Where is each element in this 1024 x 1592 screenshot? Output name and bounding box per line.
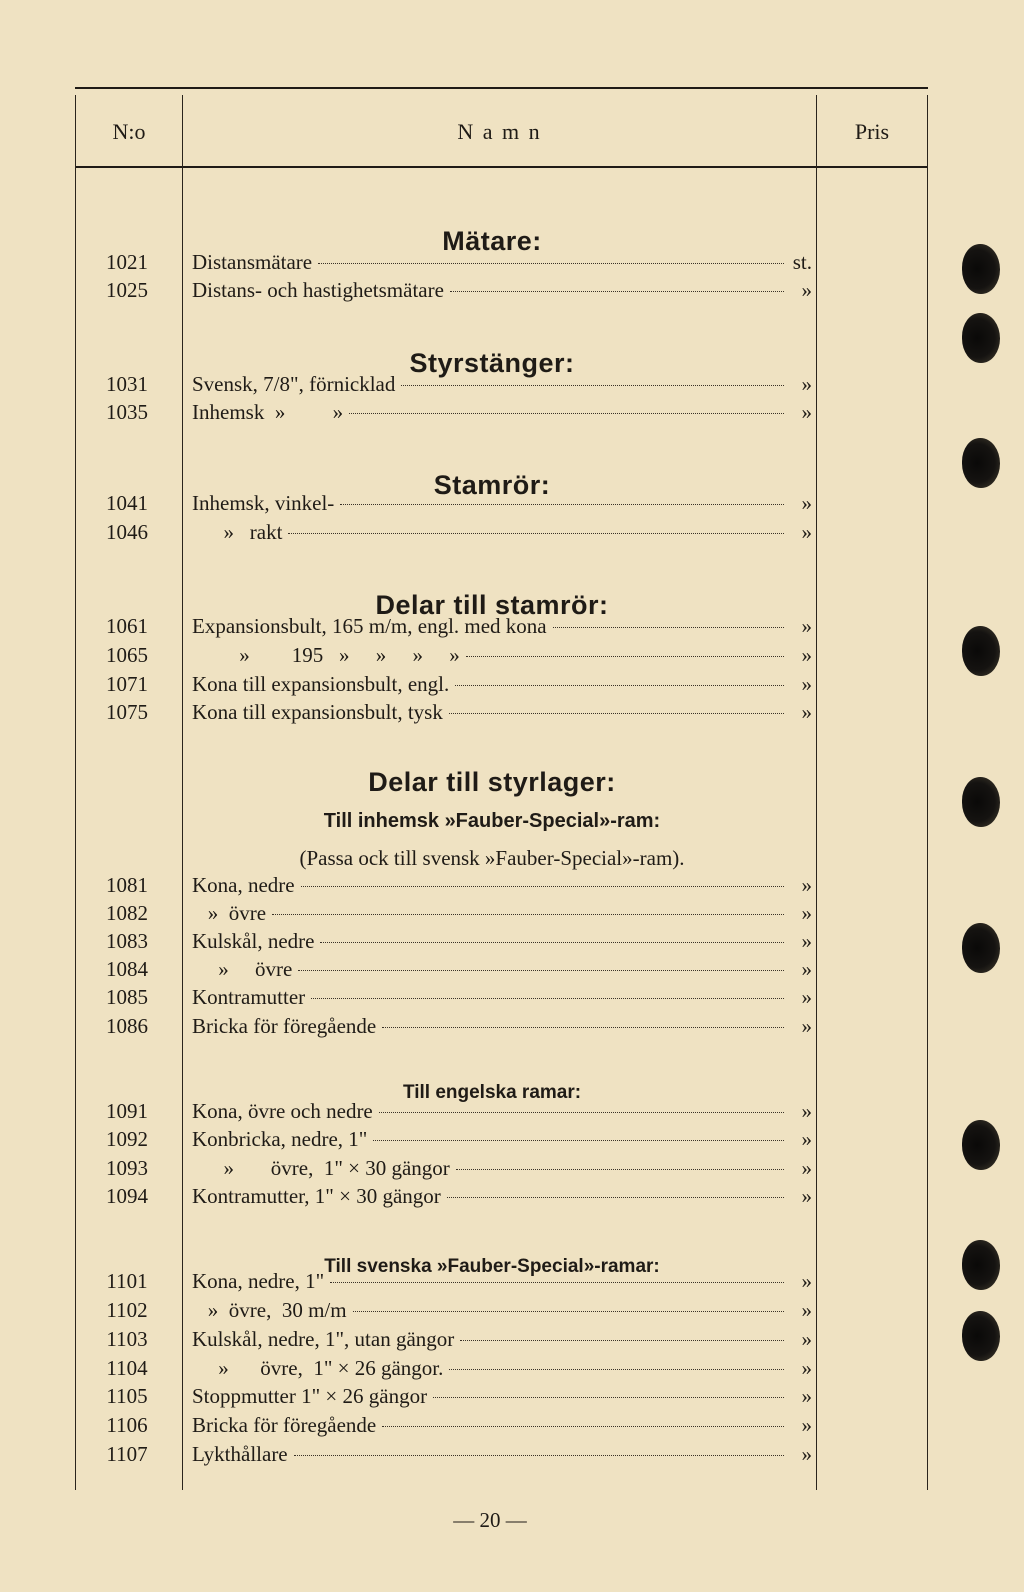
section-engelska: Till engelska ramar: (402, 1082, 582, 1103)
list-item (0, 1297, 1024, 1323)
list-item (0, 1383, 1024, 1409)
dot-leader (382, 1027, 784, 1028)
item-unit: » (801, 643, 812, 667)
item-number: 1025 (106, 278, 148, 302)
item-unit: » (801, 491, 812, 515)
item-name-cell (192, 1098, 812, 1124)
item-name: Lykthållare (192, 1442, 288, 1466)
item-name: Kulskål, nedre, 1", utan gängor (192, 1327, 455, 1351)
list-item (0, 371, 1024, 397)
item-name: Inhemsk » » (192, 400, 344, 424)
binder-hole-icon (962, 1311, 1000, 1361)
item-unit: » (801, 929, 812, 953)
item-number: 1046 (106, 520, 148, 544)
list-item (0, 490, 1024, 516)
item-unit: » (801, 873, 812, 897)
item-unit: » (801, 1269, 812, 1293)
dot-leader (455, 685, 784, 686)
binder-hole-icon (962, 1120, 1000, 1170)
item-name: Kontramutter, 1" × 30 gängor (192, 1184, 441, 1208)
item-name-cell (192, 1412, 812, 1438)
item-unit: » (801, 672, 812, 696)
item-unit: » (801, 1384, 812, 1408)
item-unit: » (801, 278, 812, 302)
list-item (0, 1355, 1024, 1381)
table-top-rule (75, 87, 928, 89)
item-name-cell (192, 249, 812, 275)
item-name-cell (192, 671, 812, 697)
dot-leader (401, 385, 784, 386)
item-number: 1091 (106, 1099, 148, 1123)
page-number: — 20 — (453, 1508, 527, 1532)
list-item (0, 699, 1024, 725)
list-item (0, 1155, 1024, 1181)
item-name: Distans- och hastighetsmätare (192, 278, 444, 302)
item-name-cell (192, 1326, 812, 1352)
item-number: 1093 (106, 1156, 148, 1180)
item-name: Kona, övre och nedre (192, 1099, 373, 1123)
dot-leader (373, 1140, 784, 1141)
item-name-cell (192, 928, 812, 954)
list-item (0, 671, 1024, 697)
column-header-name: N a m n (457, 119, 542, 144)
item-number: 1102 (106, 1298, 148, 1322)
item-unit: » (801, 614, 812, 638)
item-name: Expansionsbult, 165 m/m, engl. med kona (192, 614, 547, 638)
dot-leader (311, 998, 784, 999)
dot-leader (349, 413, 784, 414)
passa-note: (Passa ock till svensk »Fauber-Special»-ram). (299, 846, 685, 870)
dot-leader (294, 1455, 784, 1456)
dot-leader (298, 970, 784, 971)
item-name-cell (192, 1297, 812, 1323)
list-item (0, 1326, 1024, 1352)
item-number: 1104 (106, 1356, 148, 1380)
item-unit: » (801, 372, 812, 396)
item-name-cell (192, 872, 812, 898)
item-name-cell (192, 642, 812, 668)
item-name-cell (192, 900, 812, 926)
item-name: Svensk, 7/8", förnicklad (192, 372, 396, 396)
list-item (0, 1441, 1024, 1467)
item-unit: » (801, 1327, 812, 1351)
item-number: 1094 (106, 1184, 148, 1208)
list-item (0, 928, 1024, 954)
item-unit: » (801, 1099, 812, 1123)
dot-leader (288, 533, 784, 534)
list-item (0, 1013, 1024, 1039)
item-unit: » (801, 1442, 812, 1466)
list-item (0, 519, 1024, 545)
item-number: 1041 (106, 491, 148, 515)
item-name: » övre, 1" × 30 gängor (192, 1156, 450, 1180)
item-number: 1103 (106, 1327, 148, 1351)
item-name-cell (192, 277, 812, 303)
item-name-cell (192, 984, 812, 1010)
item-name-cell (192, 1155, 812, 1181)
item-number: 1101 (106, 1269, 148, 1293)
item-name-cell (192, 519, 812, 545)
dot-leader (340, 504, 784, 505)
item-name-cell (192, 1013, 812, 1039)
section-matare: Mätare: (442, 226, 542, 256)
item-name: » övre, 1" × 26 gängor. (192, 1356, 444, 1380)
section-svenska: Till svenska »Fauber-Special»-ramar: (324, 1256, 660, 1277)
list-item (0, 956, 1024, 982)
item-number: 1075 (106, 700, 148, 724)
dot-leader (450, 291, 784, 292)
item-number: 1065 (106, 643, 148, 667)
dot-leader (301, 886, 784, 887)
list-item (0, 249, 1024, 275)
dot-leader (460, 1340, 784, 1341)
list-item (0, 399, 1024, 425)
item-unit: » (801, 1156, 812, 1180)
section-styrstanger: Styrstänger: (409, 348, 575, 378)
dot-leader (382, 1426, 784, 1427)
section-inhemsk-ram: Till inhemsk »Fauber-Special»-ram: (323, 810, 661, 832)
dot-leader (447, 1197, 784, 1198)
dot-leader (318, 263, 784, 264)
item-name: Bricka för föregående (192, 1413, 377, 1437)
item-name-cell (192, 956, 812, 982)
list-item (0, 900, 1024, 926)
item-number: 1092 (106, 1127, 148, 1151)
item-name: » 195 » » » » (192, 643, 460, 667)
item-unit: » (801, 400, 812, 424)
item-unit: st. (792, 250, 812, 274)
dot-leader (320, 942, 784, 943)
binder-hole-icon (962, 923, 1000, 973)
binder-hole-icon (962, 777, 1000, 827)
binder-hole-icon (962, 438, 1000, 488)
list-item (0, 872, 1024, 898)
item-unit: » (801, 957, 812, 981)
binder-hole-icon (962, 244, 1000, 294)
item-number: 1085 (106, 985, 148, 1009)
item-name: » rakt (192, 520, 283, 544)
item-name-cell (192, 699, 812, 725)
list-item (0, 1412, 1024, 1438)
list-item (0, 642, 1024, 668)
list-item (0, 1098, 1024, 1124)
item-name: Kona, nedre (192, 873, 295, 897)
list-item (0, 1268, 1024, 1294)
item-number: 1061 (106, 614, 148, 638)
item-number: 1035 (106, 400, 148, 424)
item-name: Inhemsk, vinkel- (192, 491, 335, 515)
item-name-cell (192, 1441, 812, 1467)
item-number: 1031 (106, 372, 148, 396)
item-unit: » (801, 1127, 812, 1151)
item-name-cell (192, 1183, 812, 1209)
header-bottom-rule (75, 166, 928, 168)
item-unit: » (801, 1184, 812, 1208)
item-name: Kona till expansionsbult, engl. (192, 672, 450, 696)
item-name: Distansmätare (192, 250, 313, 274)
item-name-cell (192, 613, 812, 639)
dot-leader (433, 1397, 784, 1398)
item-name-cell (192, 490, 812, 516)
item-unit: » (801, 1298, 812, 1322)
item-name: Konbricka, nedre, 1" (192, 1127, 368, 1151)
item-number: 1083 (106, 929, 148, 953)
item-number: 1082 (106, 901, 148, 925)
dot-leader (272, 914, 784, 915)
list-item (0, 277, 1024, 303)
item-name-cell (192, 1355, 812, 1381)
item-unit: » (801, 901, 812, 925)
section-delar-stamror: Delar till stamrör: (375, 590, 609, 620)
item-unit: » (801, 1014, 812, 1038)
list-item (0, 613, 1024, 639)
list-item (0, 1183, 1024, 1209)
item-name-cell (192, 1126, 812, 1152)
list-item (0, 984, 1024, 1010)
column-header-price: Pris (854, 119, 890, 144)
dot-leader (466, 656, 784, 657)
section-stamror: Stamrör: (433, 470, 551, 500)
item-name-cell (192, 1383, 812, 1409)
dot-leader (379, 1112, 784, 1113)
item-number: 1086 (106, 1014, 148, 1038)
binder-hole-icon (962, 313, 1000, 363)
item-number: 1105 (106, 1384, 148, 1408)
item-unit: » (801, 1413, 812, 1437)
list-item (0, 1126, 1024, 1152)
column-header-num: N:o (112, 119, 146, 144)
item-name: » övre, 30 m/m (192, 1298, 347, 1322)
item-name: Kona till expansionsbult, tysk (192, 700, 443, 724)
dot-leader (330, 1282, 784, 1283)
binder-hole-icon (962, 626, 1000, 676)
item-number: 1084 (106, 957, 148, 981)
item-name: » övre (192, 957, 293, 981)
item-unit: » (801, 520, 812, 544)
item-name-cell (192, 1268, 812, 1294)
item-name-cell (192, 399, 812, 425)
item-unit: » (801, 1356, 812, 1380)
item-number: 1021 (106, 250, 148, 274)
item-number: 1106 (106, 1413, 148, 1437)
item-name: Kona, nedre, 1" (192, 1269, 325, 1293)
item-name: Kulskål, nedre (192, 929, 315, 953)
item-unit: » (801, 700, 812, 724)
item-unit: » (801, 985, 812, 1009)
item-name: Bricka för föregående (192, 1014, 377, 1038)
dot-leader (353, 1311, 784, 1312)
item-number: 1071 (106, 672, 148, 696)
item-name-cell (192, 371, 812, 397)
dot-leader (449, 1369, 784, 1370)
dot-leader (449, 713, 784, 714)
item-number: 1081 (106, 873, 148, 897)
item-name: Kontramutter (192, 985, 306, 1009)
section-delar-styrlager: Delar till styrlager: (368, 767, 616, 797)
item-name: Stoppmutter 1" × 26 gängor (192, 1384, 428, 1408)
binder-hole-icon (962, 1240, 1000, 1290)
item-name: » övre (192, 901, 267, 925)
dot-leader (456, 1169, 784, 1170)
dot-leader (553, 627, 784, 628)
item-number: 1107 (106, 1442, 148, 1466)
